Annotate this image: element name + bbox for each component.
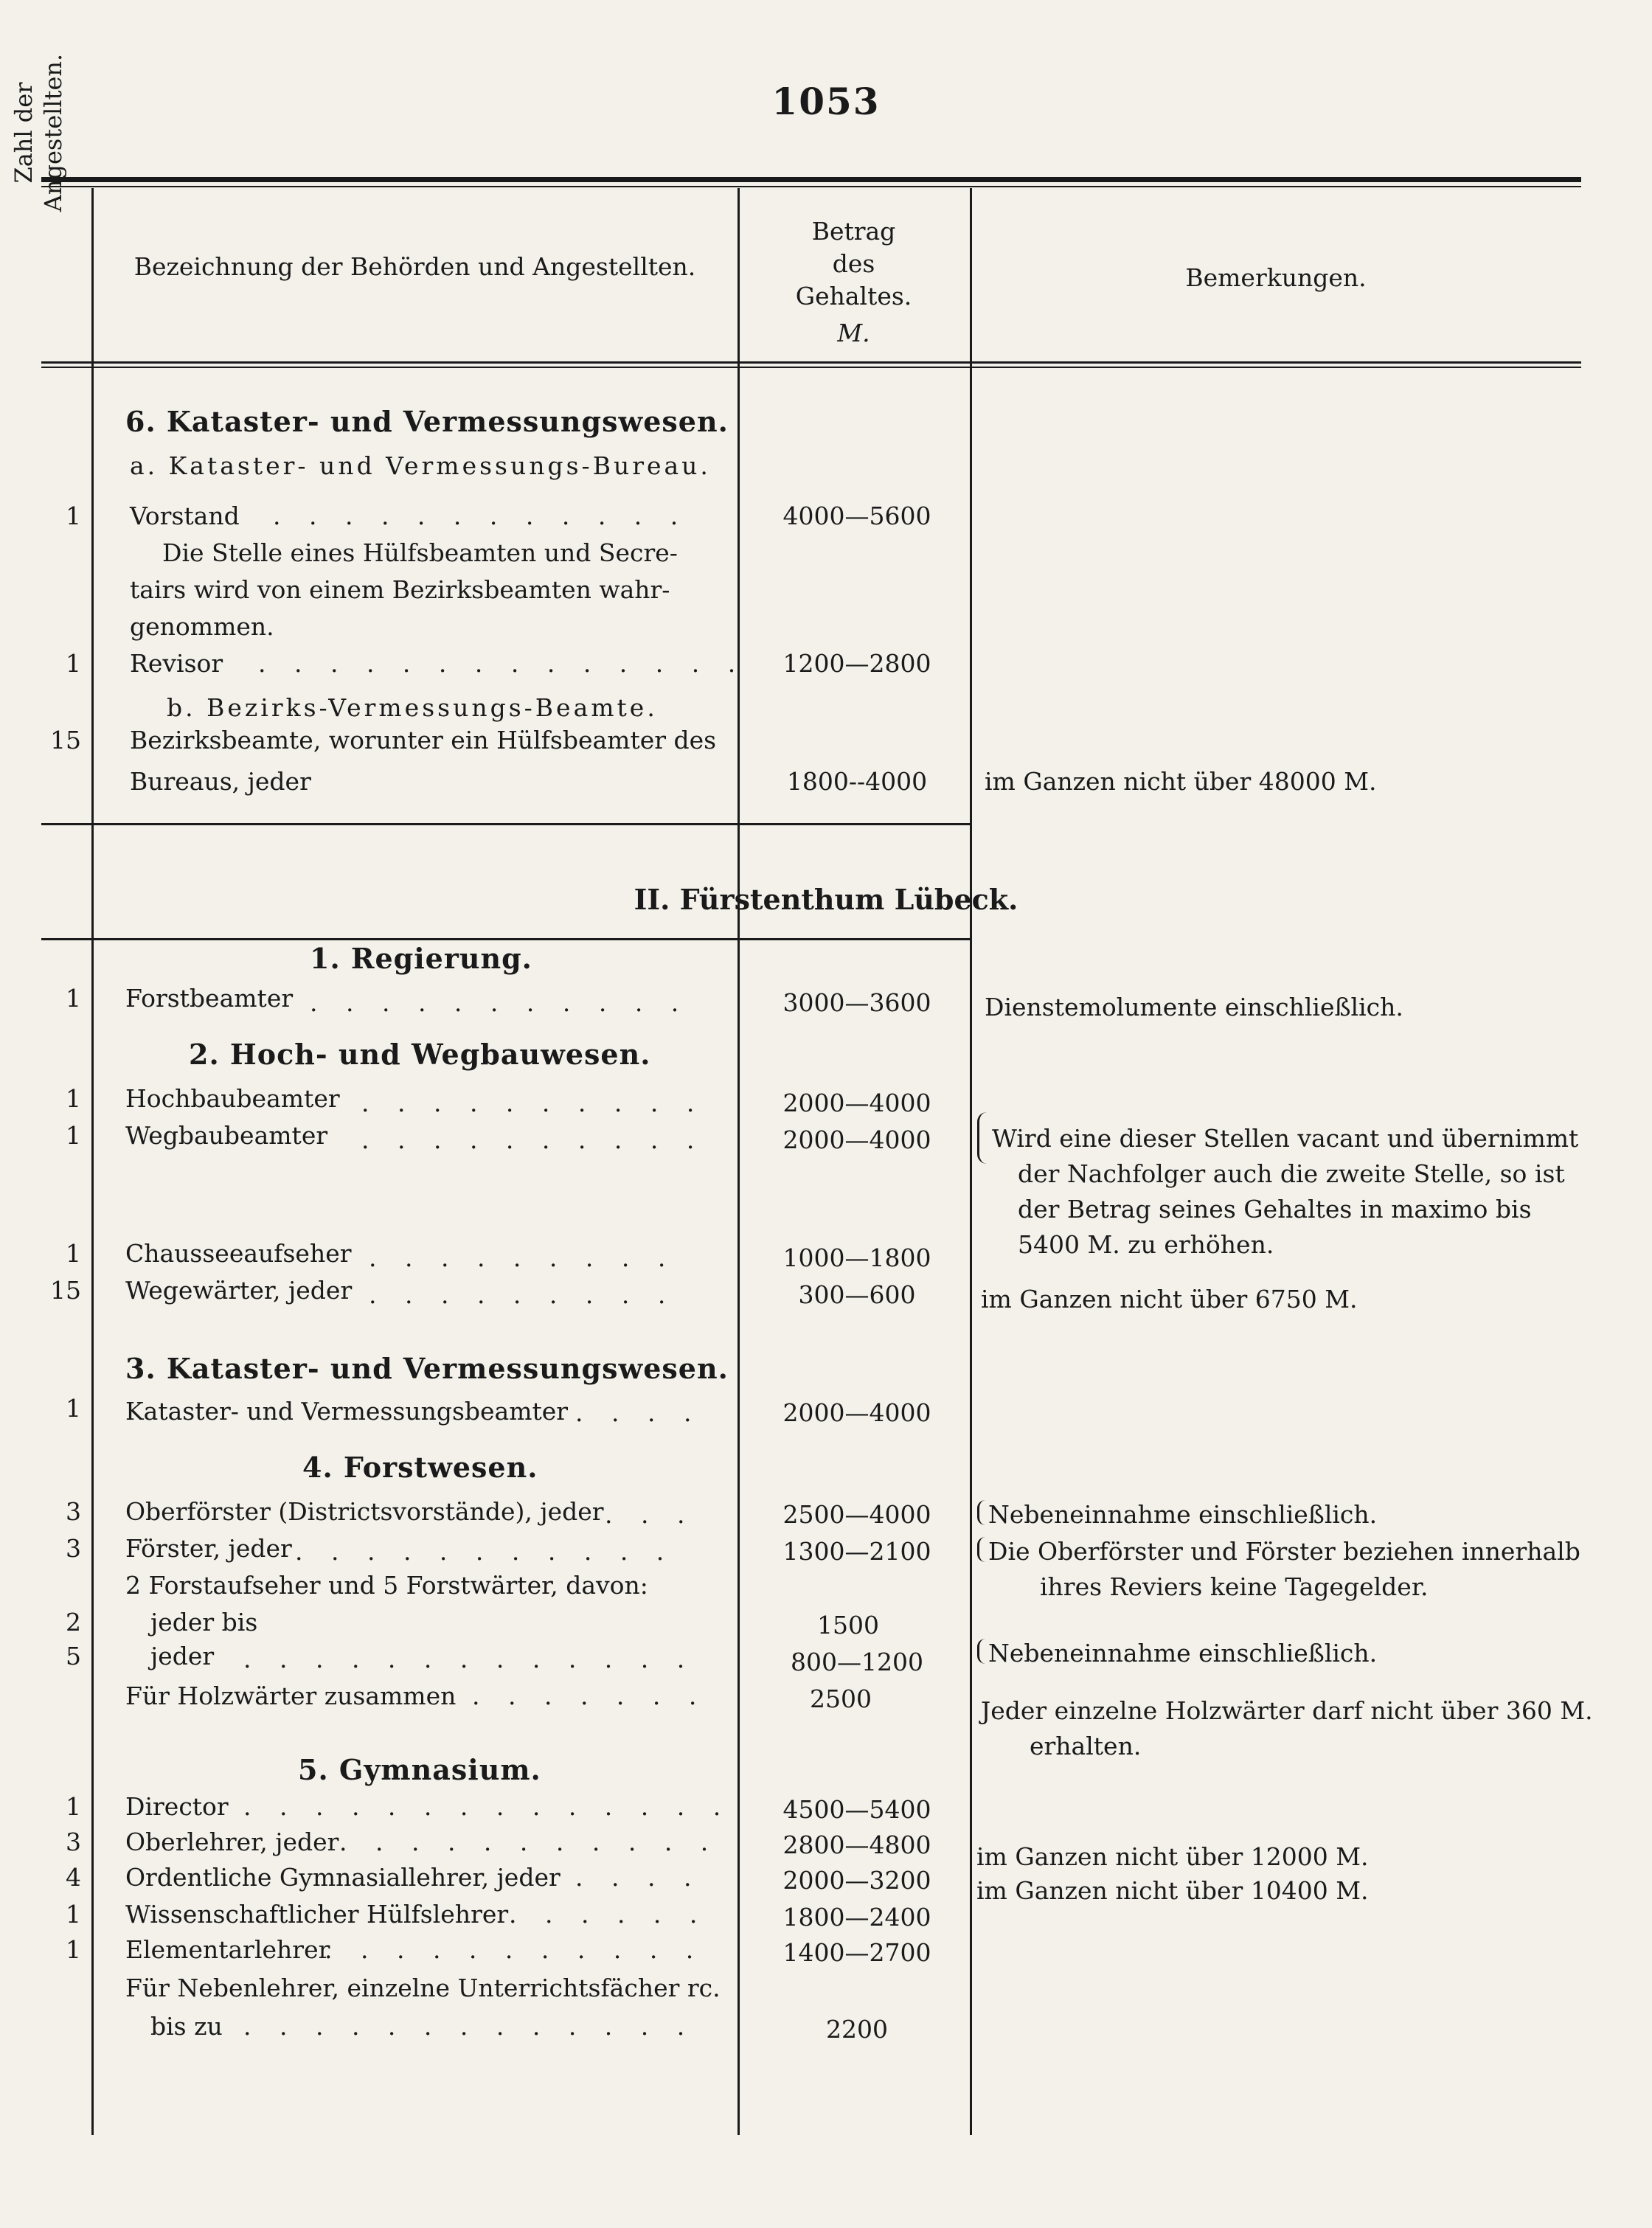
remark: Dienstemolumente einschließlich. xyxy=(985,993,1403,1021)
count: 1 xyxy=(66,984,81,1013)
leader-dots: . . . . . . . . . . . xyxy=(324,1935,704,1964)
count: 1 xyxy=(66,1792,81,1821)
amount: 2500—4000 xyxy=(782,1500,931,1529)
remark: der Nachfolger auch die zweite Stelle, so ist xyxy=(1018,1159,1565,1188)
header-bottom-rule-2 xyxy=(41,367,1581,368)
part2-top-rule xyxy=(41,938,971,940)
remark: Jeder einzelne Holzwärter darf nicht über 360 M. xyxy=(981,1696,1593,1725)
row-label: Ordentliche Gymnasiallehrer, jeder xyxy=(125,1863,560,1892)
row-label: Für Nebenlehrer, einzelne Unterrichtsfächer rc. xyxy=(125,1974,721,2002)
remark: im Ganzen nicht über 48000 M. xyxy=(985,767,1377,796)
remark: im Ganzen nicht über 10400 M. xyxy=(976,1876,1369,1905)
amount: 1800--4000 xyxy=(786,767,928,796)
leader-dots: . . . . . . . . . . . . . xyxy=(243,1645,695,1673)
brace xyxy=(977,1112,987,1164)
leader-dots: . . . . . . . . . . . xyxy=(310,988,690,1017)
note: Die Stelle eines Hülfsbeamten und Secre- xyxy=(162,538,678,567)
col-divider-count xyxy=(91,188,94,2135)
amount: 1800—2400 xyxy=(782,1903,931,1932)
part1-bottom-rule xyxy=(41,823,971,825)
s5-title: 5. Gymnasium. xyxy=(298,1753,541,1786)
leader-dots: . . . . . . . . . . . . . xyxy=(243,2012,695,2041)
s3-title: 3. Kataster- und Vermessungswesen. xyxy=(125,1352,729,1385)
leader-dots: . . . . . . . . . . xyxy=(361,1125,705,1154)
remark: Nebeneinnahme einschließlich. xyxy=(988,1500,1378,1529)
count: 3 xyxy=(66,1497,81,1526)
leader-dots: . . . . . . . . . . . xyxy=(339,1828,719,1856)
remark: ihres Reviers keine Tagegelder. xyxy=(1040,1572,1429,1601)
leader-dots: . . . . . . . . . . . . xyxy=(273,502,689,530)
header-salary-unit: M. xyxy=(837,319,870,347)
count: 15 xyxy=(50,726,81,754)
row-label: Hochbaubeamter xyxy=(125,1084,340,1113)
row-label: Forstbeamter xyxy=(125,984,294,1013)
s4-title: 4. Forstwesen. xyxy=(302,1451,538,1484)
header-salary-1: Betrag xyxy=(811,217,896,246)
page-number: 1053 xyxy=(771,80,881,123)
top-rule-thick xyxy=(41,177,1581,182)
row-label: Director xyxy=(125,1792,229,1821)
count: 1 xyxy=(66,502,81,530)
header-remarks: Bemerkungen. xyxy=(1185,263,1367,292)
section-6-title: 6. Kataster- und Vermessungswesen. xyxy=(125,405,729,438)
count: 1 xyxy=(66,1900,81,1929)
amount: 1200—2800 xyxy=(782,649,931,678)
amount: 1400—2700 xyxy=(782,1938,931,1967)
count: 15 xyxy=(50,1276,81,1305)
remark: der Betrag seines Gehaltes in maximo bis xyxy=(1018,1195,1532,1224)
row-label: Kataster- und Vermessungsbeamter xyxy=(125,1397,569,1426)
part2-title: II. Fürstenthum Lübeck. xyxy=(634,883,1018,916)
s2-title: 2. Hoch- und Wegbauwesen. xyxy=(189,1038,651,1071)
remark: Nebeneinnahme einschließlich. xyxy=(988,1639,1378,1667)
count: 3 xyxy=(66,1534,81,1563)
row-label: Oberförster (Districtsvorstände), jeder xyxy=(125,1497,604,1526)
brace xyxy=(977,1500,985,1525)
note: tairs wird von einem Bezirksbeamten wahr- xyxy=(130,575,670,604)
col-divider-name xyxy=(738,188,740,2135)
amount: 2000—4000 xyxy=(782,1398,931,1427)
remark: erhalten. xyxy=(1030,1732,1142,1760)
amount: 2000—4000 xyxy=(782,1089,931,1117)
brace xyxy=(977,1639,985,1664)
row-label: Bezirksbeamte, worunter ein Hülfsbeamter des xyxy=(130,726,717,754)
note: genommen. xyxy=(130,612,274,641)
remark: Wird eine dieser Stellen vacant und übernimmt xyxy=(992,1124,1579,1153)
leader-dots: . . . . . . . xyxy=(472,1682,707,1710)
amount: 1000—1800 xyxy=(782,1243,931,1272)
top-rule-thin xyxy=(41,186,1581,187)
leader-dots: . . . . . . . . . . . . . . xyxy=(258,649,746,678)
amount: 800—1200 xyxy=(791,1648,923,1676)
brace xyxy=(977,1537,985,1562)
amount: 2000—4000 xyxy=(782,1125,931,1154)
leader-dots: . . . . . . xyxy=(509,1900,708,1929)
count: 1 xyxy=(66,1239,81,1268)
remark: Die Oberförster und Förster beziehen innerhalb xyxy=(988,1537,1580,1566)
header-bottom-rule xyxy=(41,361,1581,364)
row-label: jeder bis xyxy=(150,1608,258,1637)
row-label: Wegbaubeamter xyxy=(125,1121,328,1150)
remark: im Ganzen nicht über 12000 M. xyxy=(976,1842,1369,1871)
leader-dots: . . . . xyxy=(575,1398,702,1427)
amount: 4500—5400 xyxy=(782,1795,931,1824)
header-salary-3: Gehaltes. xyxy=(795,282,912,310)
row-label: Revisor xyxy=(130,649,223,678)
count: 2 xyxy=(66,1608,81,1637)
row-label: Elementarlehrer xyxy=(125,1935,330,1964)
remark: 5400 M. zu erhöhen. xyxy=(1018,1230,1274,1259)
count: 1 xyxy=(66,1935,81,1964)
leader-dots: . . . . . . . . . . . xyxy=(295,1537,675,1566)
header-salary-2: des xyxy=(832,249,875,278)
amount: 1300—2100 xyxy=(782,1537,931,1566)
header-name: Bezeichnung der Behörden und Angestellten. xyxy=(133,252,696,281)
leader-dots: . . . . . . . . . xyxy=(369,1243,676,1272)
header-count: Zahl der Angestellten. xyxy=(10,53,67,212)
row-label: Wissenschaftlicher Hülfslehrer xyxy=(125,1900,509,1929)
row-label: 2 Forstaufseher und 5 Forstwärter, davon: xyxy=(125,1571,648,1600)
amount: 2500 xyxy=(810,1684,872,1713)
row-label: Chausseeaufseher xyxy=(125,1239,352,1268)
row-label: Für Holzwärter zusammen xyxy=(125,1682,457,1710)
row-label: Förster, jeder xyxy=(125,1534,292,1563)
row-label: Vorstand xyxy=(130,502,240,530)
subsection-a: a. Kataster- und Vermessungs-Bureau. xyxy=(130,451,711,480)
count: 5 xyxy=(66,1642,81,1670)
amount: 2000—3200 xyxy=(782,1866,931,1895)
amount: 3000—3600 xyxy=(782,988,931,1017)
row-label: jeder xyxy=(150,1642,215,1670)
subsection-b: b. Bezirks-Vermessungs-Beamte. xyxy=(167,693,658,722)
remark: im Ganzen nicht über 6750 M. xyxy=(981,1285,1358,1313)
leader-dots: . . . . xyxy=(575,1863,702,1892)
col-divider-salary xyxy=(970,188,972,2135)
count: 1 xyxy=(66,1084,81,1113)
leader-dots: . . . . . . . . . xyxy=(369,1280,676,1309)
count: 4 xyxy=(66,1863,81,1892)
leader-dots: . . . . . . . . . . xyxy=(361,1089,705,1117)
row-label: Oberlehrer, jeder xyxy=(125,1828,339,1856)
count: 1 xyxy=(66,649,81,678)
leader-dots: . . . . . . . . . . . . . . xyxy=(243,1792,732,1821)
amount: 2800—4800 xyxy=(782,1830,931,1859)
row-label: Bureaus, jeder xyxy=(130,767,311,796)
amount: 2200 xyxy=(826,2015,888,2044)
row-label: bis zu xyxy=(150,2012,223,2041)
count: 3 xyxy=(66,1828,81,1856)
row-label: Wegewärter, jeder xyxy=(125,1276,353,1305)
s1-title: 1. Regierung. xyxy=(310,942,532,975)
amount: 4000—5600 xyxy=(782,502,931,530)
count: 1 xyxy=(66,1394,81,1423)
amount: 1500 xyxy=(817,1611,879,1639)
leader-dots: . . . xyxy=(605,1500,695,1529)
amount: 300—600 xyxy=(798,1280,916,1309)
count: 1 xyxy=(66,1121,81,1150)
